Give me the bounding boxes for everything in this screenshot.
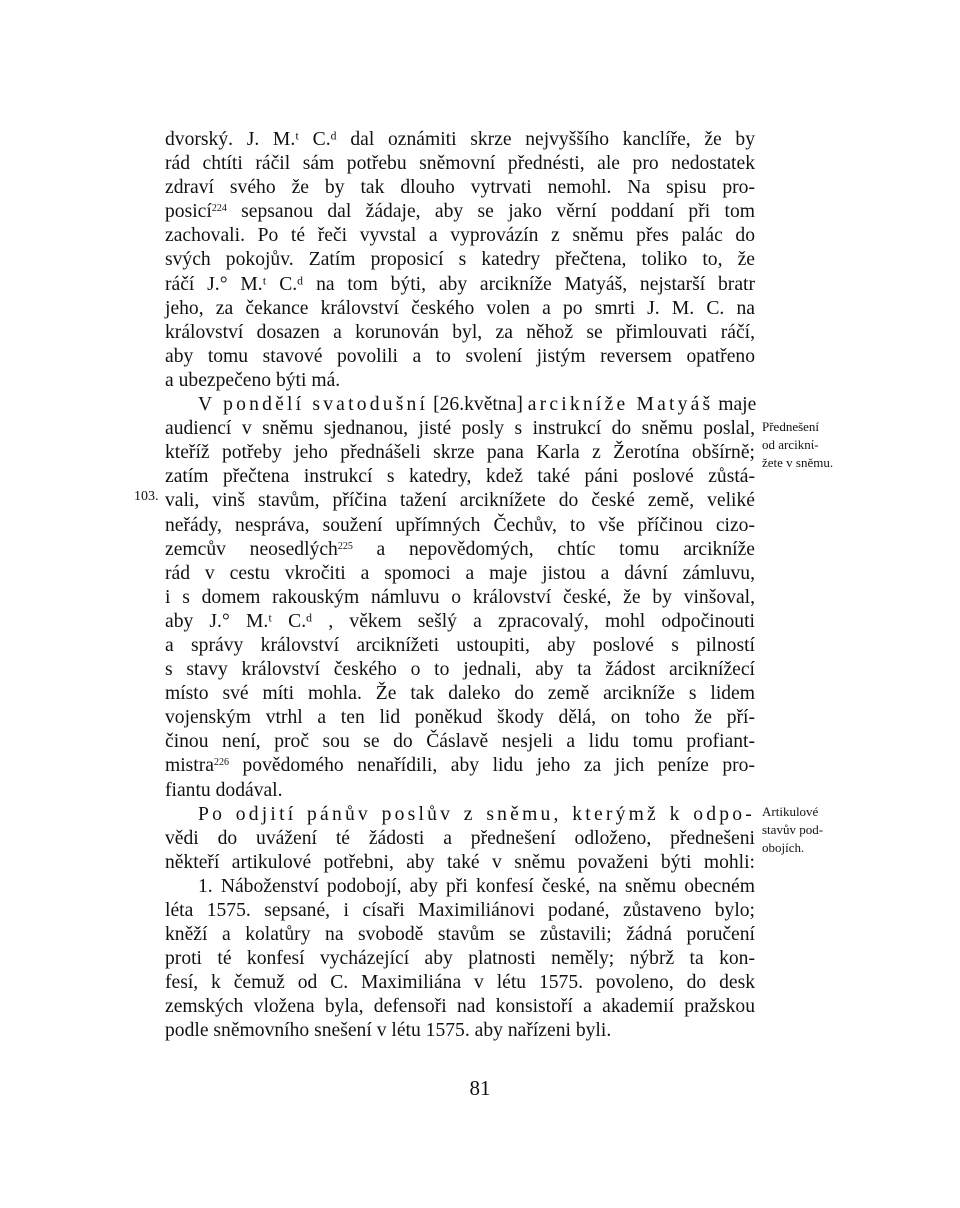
text-line: a správy království arciknížeti ustoupiti, aby poslové s pilností — [165, 634, 755, 656]
text-line: svých pokojův. Zatím proposicí s katedry přečtena, toliko to, že — [165, 249, 755, 271]
text-line: fesí, k čemuž od C. Maximiliána v létu 1575. povoleno, do desk — [165, 972, 755, 994]
paragraph-start-line — [165, 803, 755, 827]
body-text — [165, 128, 755, 1044]
text-line: neřády, nesprávа, soužení upřímných Čechův, to vše příčinou cizo- — [165, 514, 755, 536]
footnote-ref: 224 — [211, 203, 227, 215]
paragraph-start-line: 1. Náboženství podobojí, aby při konfesí české, na sněmu obecném — [198, 875, 755, 897]
text-line: jeho, za čekance království českého volen a po smrti J. M. C. na — [165, 297, 755, 319]
text-line: království dosazen a korunován byl, za něhož se přimlouvati ráčí, — [165, 321, 755, 343]
spaced-emphasis: arcikníže Matyáš — [527, 394, 714, 416]
text-line: ráčí J.° M.ᵗ C.ᵈ na tom býti, aby arcikníže Matyáš, nejstarší bratr — [165, 273, 755, 295]
text-line: aby J.° M.ᵗ C.ᵈ , věkem sešlý a zpracovalý, mohl odpočinouti — [165, 610, 755, 632]
text-segment: zemcův neosedlých — [165, 538, 338, 560]
margin-note — [762, 803, 872, 857]
text-line: a ubezpečeno býti má. — [165, 369, 341, 391]
text-line: vojenským vtrhl a ten lid poněkud škody dělá, on toho že pří- — [165, 707, 755, 729]
text-line — [165, 538, 755, 562]
text-line: kteříž potřeby jeho přednášeli skrze pana Karla z Žerotína obšírně; — [165, 442, 755, 464]
footnote-ref: 226 — [213, 757, 229, 769]
paragraph-start-line — [165, 393, 755, 417]
text-segment: sepsanou dal žádaje, aby se jako věrní poddaní při tom — [226, 201, 755, 223]
text-line: rád v cestu vkročiti a spomoci a maje jistou a dávní zámluvu, — [165, 562, 755, 584]
text-line: proti té konfesí vycházející aby platnosti neměly; nýbrž ta kon- — [165, 948, 755, 970]
text-line: vali, vinš stavům, příčina tažení arciknížete do české země, veliké — [165, 490, 755, 512]
margin-note-line: Artikulové — [762, 804, 819, 819]
margin-note — [762, 418, 872, 472]
text-line — [165, 754, 755, 778]
spaced-emphasis: V pondělí svatodušní — [198, 394, 429, 416]
text-line: audiencí v sněmu sjednanou, jisté posly s instrukcí do sněmu poslal, — [165, 418, 755, 440]
text-line: fiantu dodával. — [165, 779, 283, 801]
text-segment: povědomého nenařídili, aby lidu jeho za jich peníze pro- — [228, 755, 755, 777]
footnote-ref: 225 — [337, 540, 353, 552]
text-line: někteří artikulové potřebni, aby také v sněmu považeni býti mohli: — [165, 851, 755, 873]
text-line: kněží a kolatůry na svobodě stavům se zůstavili; žádná poručení — [165, 924, 755, 946]
margin-note-line: Přednešení — [762, 419, 820, 434]
text-segment: mistra — [165, 755, 214, 777]
text-line: aby tomu stavové povolili a to svolení jistým reversem opatřeno — [165, 345, 755, 367]
text-line: podle sněmovního snešení v létu 1575. aby nařízeni byli. — [165, 1020, 612, 1042]
spaced-emphasis: Po odjití pánův poslův z sněmu, kterýmž k odpo- — [198, 803, 755, 825]
text-line: místo své míti mohla. Že tak daleko do země arcikníže s lidem — [165, 683, 755, 705]
text-line: léta 1575. sepsané, i císaři Maximiliánovi podané, zůstaveno bylo; — [165, 900, 755, 921]
text-line — [165, 200, 755, 224]
margin-note-line: žete v sněmu. — [762, 455, 834, 470]
text-line: i s domem rakouským námluvu o království české, že by vinšoval, — [165, 586, 755, 608]
text-segment: [26.května] — [428, 394, 528, 416]
source-page-reference: 103. — [134, 489, 159, 504]
text-segment: a nepovědomých, chtíc tomu arcikníže — [352, 538, 755, 560]
text-segment: maje — [713, 394, 757, 416]
page-number: 81 — [469, 1076, 491, 1100]
text-line: zachovali. Po té řeči vyvstal a vyprovázín z sněmu přes palác do — [165, 225, 755, 247]
text-line: dvorský. J. M.ᵗ C.ᵈ dal oznámiti skrze nejvyššího kanclíře, že by — [165, 129, 755, 150]
text-line: činou není, proč sou se do Čáslavě nesjeli a lidu tomu profiant- — [165, 731, 755, 753]
text-line: vědi do uvážení té žádosti a přednešení odloženo, přednešeni — [165, 827, 755, 849]
text-segment: posicí — [165, 201, 212, 223]
text-line: zdraví svého že by tak dlouho vytrvati nemohl. Na spisu pro- — [165, 177, 755, 199]
text-line: zatím přečtena instrukcí s katedry, kdež také páni poslové zůstá- — [165, 466, 755, 488]
text-line: zemských vložena byla, defensoři nad konsistoří a akademií pražskou — [165, 996, 755, 1018]
text-line: rád chtíti ráčil sám potřebu sněmovní přednésti, ale pro nedostatek — [165, 153, 755, 175]
margin-note-line: od arciknί- — [762, 437, 819, 452]
text-line: s stavy království českého o to jednali, aby ta žádost arciknížecí — [165, 659, 755, 681]
margin-note-line: stavův pod- — [762, 822, 824, 837]
margin-note-line: obojích. — [762, 840, 805, 855]
